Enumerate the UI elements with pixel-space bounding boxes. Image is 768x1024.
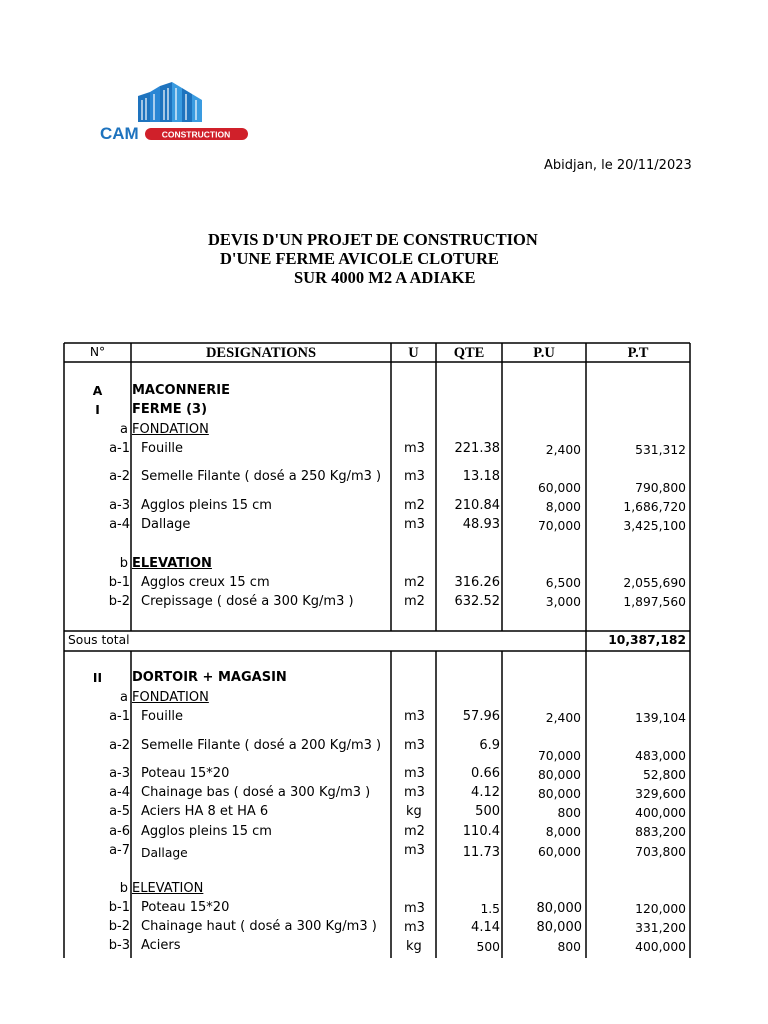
row-no: b-2 [108, 919, 130, 934]
row-total-price: 2,055,690 [623, 576, 686, 590]
section-title: FERME (3) [132, 402, 208, 417]
row-no: a [120, 690, 128, 705]
row-qty: 6.9 [479, 738, 500, 753]
row-total-price: 52,800 [642, 768, 686, 782]
row-qty: 110.4 [462, 824, 500, 839]
row-total-price: 1,686,720 [623, 500, 686, 514]
header-unit: U [408, 345, 419, 361]
row-designation: Chainage bas ( dosé a 300 Kg/m3 ) [141, 785, 371, 800]
row-total-price: 3,425,100 [623, 519, 686, 533]
row-unit-price: 800 [557, 806, 581, 820]
subtotal-label: Sous total [68, 633, 130, 647]
row-designation: Fouille [141, 709, 184, 724]
section-title: MACONNERIE [132, 383, 230, 398]
row-designation: Aciers [141, 938, 181, 953]
row-unit: m3 [404, 469, 425, 484]
row-unit: m3 [404, 517, 425, 532]
header-qty: QTE [453, 345, 485, 361]
title-line-1: DEVIS D'UN PROJET DE CONSTRUCTION [208, 230, 538, 249]
row-unit-price: 70,000 [537, 519, 581, 533]
row-no: a-2 [109, 738, 130, 753]
logo-brand: CAM [100, 124, 139, 143]
row-unit-price: 80,000 [537, 787, 581, 801]
row-designation: Crepissage ( dosé a 300 Kg/m3 ) [141, 594, 354, 609]
subsection-title: ELEVATION [132, 881, 204, 896]
row-qty: 48.93 [462, 517, 500, 532]
row-unit-price: 80,000 [536, 901, 582, 916]
row-qty: 632.52 [454, 594, 500, 609]
row-qty: 316.26 [454, 575, 500, 590]
row-no: a-3 [109, 766, 130, 781]
row-unit-price: 60,000 [537, 845, 581, 859]
row-no: a-1 [109, 441, 130, 456]
row-unit: m3 [404, 785, 425, 800]
row-no: a-4 [109, 517, 130, 532]
row-unit: m2 [404, 498, 425, 513]
row-no: a-5 [109, 804, 130, 819]
row-no: b-2 [108, 594, 130, 609]
row-qty: 13.18 [462, 469, 500, 484]
row-qty: 500 [476, 940, 500, 954]
row-designation: Agglos pleins 15 cm [141, 498, 272, 513]
row-unit: m3 [404, 920, 425, 935]
row-qty: 4.12 [471, 785, 500, 800]
row-unit-price: 2,400 [545, 443, 581, 457]
row-unit: m3 [404, 843, 425, 858]
row-total-price: 703,800 [635, 845, 686, 859]
row-unit-price: 60,000 [537, 481, 581, 495]
header-total-price: P.T [627, 345, 649, 361]
title-line-2: D'UNE FERME AVICOLE CLOTURE [220, 249, 499, 268]
row-no: b-3 [108, 938, 130, 953]
row-unit-price: 8,000 [545, 500, 581, 514]
row-qty: 0.66 [471, 766, 500, 781]
logo-sub: CONSTRUCTION [161, 129, 231, 140]
row-designation: Semelle Filante ( dosé a 200 Kg/m3 ) [141, 738, 382, 753]
row-unit: m2 [404, 824, 425, 839]
row-total-price: 1,897,560 [623, 595, 686, 609]
row-designation: Poteau 15*20 [141, 766, 230, 781]
row-no: b [119, 556, 128, 571]
subsection-title: FONDATION [132, 690, 209, 705]
row-qty: 221.38 [454, 441, 500, 456]
row-no: a-2 [109, 469, 130, 484]
row-no: a-1 [109, 709, 130, 724]
row-total-price: 139,104 [635, 711, 686, 725]
date-line: Abidjan, le 20/11/2023 [544, 158, 692, 173]
row-unit: kg [406, 804, 422, 819]
row-unit: m3 [404, 901, 425, 916]
row-qty: 210.84 [454, 498, 500, 513]
row-total-price: 329,600 [635, 787, 686, 801]
header-designation: DESIGNATIONS [205, 345, 317, 361]
row-no: b [119, 881, 128, 896]
row-no: a-7 [109, 843, 130, 858]
row-qty: 11.73 [462, 845, 500, 860]
row-unit-price: 70,000 [537, 749, 581, 763]
row-designation: Agglos pleins 15 cm [141, 824, 272, 839]
row-total-price: 331,200 [635, 921, 686, 935]
row-unit: m2 [404, 575, 425, 590]
header-no: N° [89, 345, 106, 359]
row-unit-price: 2,400 [545, 711, 581, 725]
row-unit-price: 80,000 [536, 920, 582, 935]
row-designation: Fouille [141, 441, 184, 456]
row-unit-price: 800 [557, 940, 581, 954]
row-qty: 1.5 [480, 902, 500, 916]
subsection-title: ELEVATION [132, 556, 212, 571]
row-total-price: 483,000 [635, 749, 686, 763]
section-title: DORTOIR + MAGASIN [132, 670, 287, 685]
row-unit-price: 8,000 [545, 825, 581, 839]
row-no: A [92, 384, 103, 398]
row-unit-price: 80,000 [537, 768, 581, 782]
row-no: b-1 [108, 900, 130, 915]
row-no: I [95, 403, 100, 417]
row-total-price: 400,000 [635, 940, 686, 954]
row-unit-price: 6,500 [545, 576, 581, 590]
row-no: a-3 [109, 498, 130, 513]
row-designation: Aciers HA 8 et HA 6 [141, 804, 269, 819]
row-qty: 4.14 [471, 920, 500, 935]
row-designation: Dallage [141, 517, 191, 532]
row-unit: m2 [404, 594, 425, 609]
row-no: b-1 [108, 575, 130, 590]
row-designation: Agglos creux 15 cm [141, 575, 270, 590]
row-total-price: 790,800 [635, 481, 686, 495]
row-designation: Dallage [141, 846, 188, 860]
row-designation: Chainage haut ( dosé a 300 Kg/m3 ) [141, 919, 377, 934]
row-unit: m3 [404, 441, 425, 456]
subsection-title: FONDATION [132, 422, 209, 437]
row-total-price: 400,000 [635, 806, 686, 820]
subtotal-value: 10,387,182 [608, 633, 686, 647]
logo-graphic [98, 82, 250, 144]
row-no: II [92, 671, 103, 685]
row-designation: Poteau 15*20 [141, 900, 230, 915]
row-unit: m3 [404, 738, 425, 753]
row-no: a [120, 422, 128, 437]
company-logo [98, 82, 250, 144]
header-unit-price: P.U [533, 345, 555, 361]
row-unit: m3 [404, 709, 425, 724]
row-designation: Semelle Filante ( dosé a 250 Kg/m3 ) [141, 469, 382, 484]
row-unit: kg [406, 939, 422, 954]
row-total-price: 883,200 [635, 825, 686, 839]
row-no: a-4 [109, 785, 130, 800]
row-no: a-6 [109, 824, 130, 839]
row-qty: 500 [475, 804, 500, 819]
row-unit: m3 [404, 766, 425, 781]
title-line-3: SUR 4000 M2 A ADIAKE [294, 268, 476, 287]
row-qty: 57.96 [462, 709, 500, 724]
row-total-price: 531,312 [635, 443, 686, 457]
row-total-price: 120,000 [635, 902, 686, 916]
row-unit-price: 3,000 [545, 595, 581, 609]
